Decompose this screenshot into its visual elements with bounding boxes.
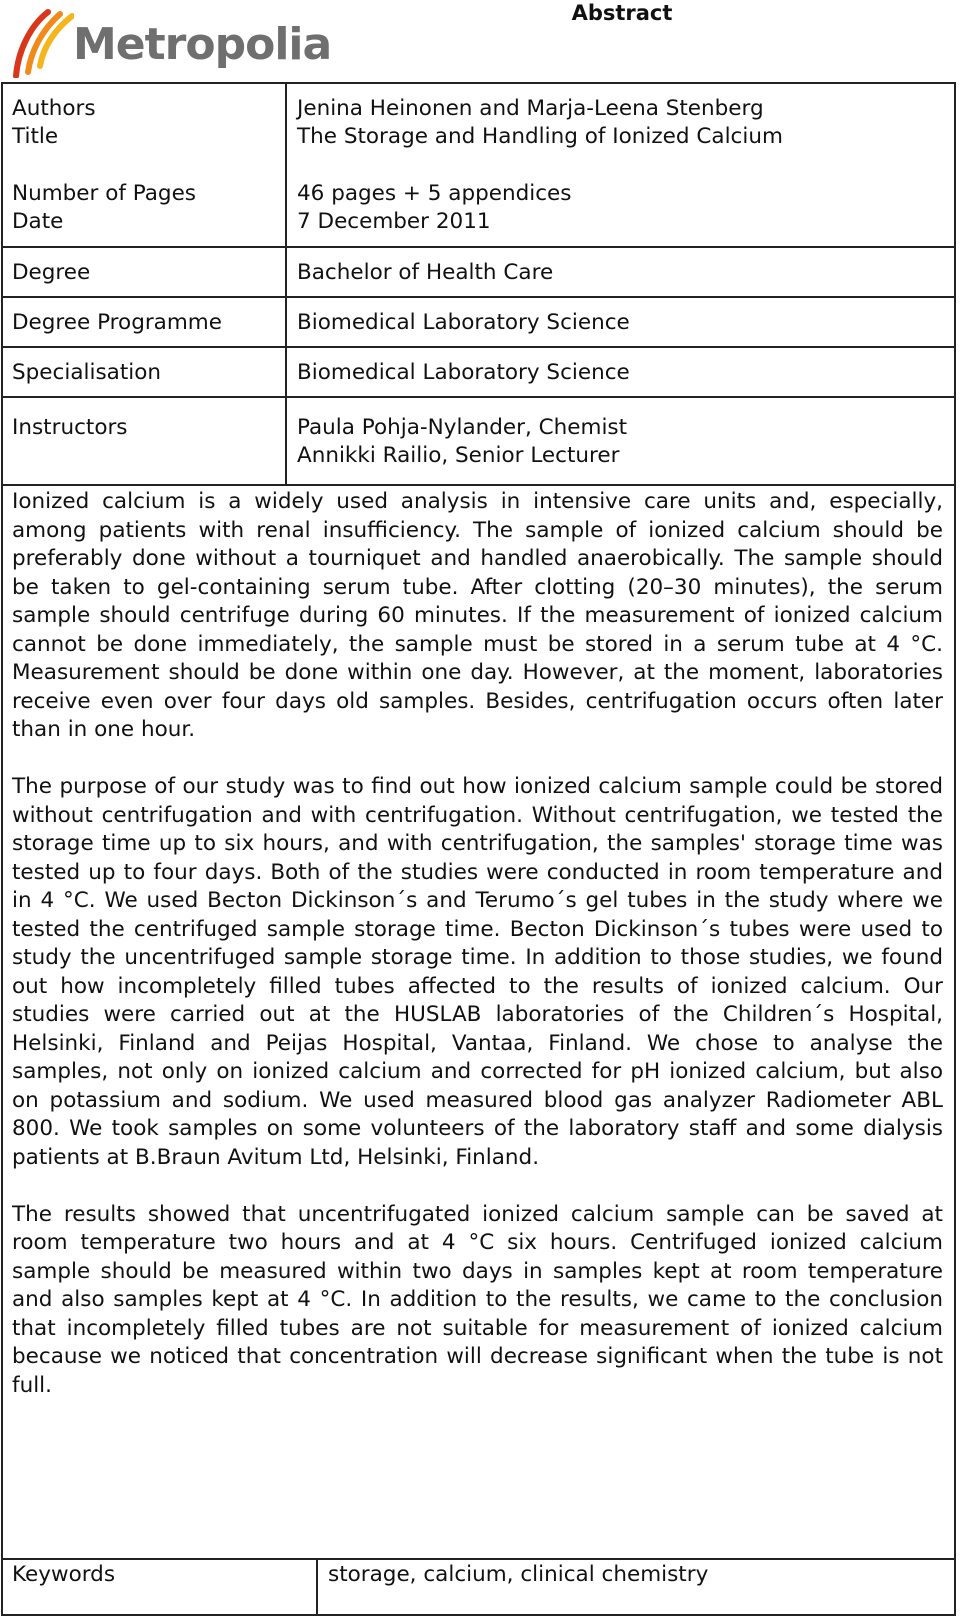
abstract-paragraph: The results showed that uncentrifugated ionized calcium sample can be saved at room temperature two hours and at 4 °C six hours. Centrifuged ionized calcium sample should be measured within two days in samples kept at room temperature and also samples kept at 4 °C. In addition to the results, we came to the conclusion that incompletely filled tubes are not suitable for measurement of ionized calcium because we noticed that concentration will decrease significant when the tube is not full. xyxy=(12,1201,943,1398)
instructor-line: Paula Pohja-Nylander, Chemist xyxy=(297,415,628,440)
abstract-body xyxy=(12,488,943,1429)
date-label: Date xyxy=(12,209,64,234)
page-title: Abstract xyxy=(571,1,673,25)
logo-wordmark: Metropolia xyxy=(73,19,332,70)
pages-value: 46 pages + 5 appendices xyxy=(297,181,572,206)
divider-before-keywords xyxy=(1,1558,956,1560)
divider-after-date xyxy=(1,246,956,248)
keywords-label: Keywords xyxy=(12,1562,116,1587)
programme-value: Biomedical Laboratory Science xyxy=(297,310,630,335)
divider-after-specialisation xyxy=(1,396,956,398)
programme-label: Degree Programme xyxy=(12,310,222,335)
instructors-label: Instructors xyxy=(12,415,128,440)
keywords-value: storage, calcium, clinical chemistry xyxy=(328,1562,709,1587)
specialisation-label: Specialisation xyxy=(12,360,161,385)
abstract-paragraph: Ionized calcium is a widely used analysis in intensive care units and, especially, among patients with renal insufficiency. The sample of ionized calcium should be preferably done without a tourniquet and handled anaerobically. The sample should be taken to gel-containing serum tube. After clotting (20–30 minutes), the serum sample should centrifuge during 60 minutes. If the measurement of ionized calcium cannot be done immediately, the sample must be stored in a serum tube at 4 °C. Measurement should be done within one day. However, at the moment, laboratories receive even over four days old samples. Besides, centrifugation occurs often later than in one hour. xyxy=(12,489,943,742)
specialisation-value: Biomedical Laboratory Science xyxy=(297,360,630,385)
authors-value: Jenina Heinonen and Marja-Leena Stenberg xyxy=(297,96,764,121)
abstract-paragraph: The purpose of our study was to find out how ionized calcium sample could be stored without centrifugation and with centrifugation. Without centrifugation, we tested the storage time up to six hours, and with centrifugation, the samples' storage time was tested up to four days. Both of the studies were conducted in room temperature and in 4 °C. We used Becton Dickinson´s and Terumo´s gel tubes in the study where we tested the centrifuged sample storage time. Becton Dickinson´s tubes were used to study the uncentrifuged sample storage time. In addition to those studies, we found out how incompletely filled tubes affected to the results of ionized calcium. Our studies were carried out at the HUSLAB laboratories of the Children´s Hospital, Helsinki, Finland and Peijas Hospital, Vantaa, Finland. We chose to analyse the samples, not only on ionized calcium and corrected for pH ionized calcium, but also on potassium and sodium. We used measured blood gas analyzer Radiometer ABL 800. We took samples on some volunteers of the laboratory staff and some dialysis patients at B.Braun Avitum Ltd, Helsinki, Finland. xyxy=(12,774,943,1170)
authors-label: Authors xyxy=(12,96,96,121)
page-header xyxy=(0,0,960,82)
info-column-divider xyxy=(285,82,287,485)
instructor-line: Annikki Railio, Senior Lecturer xyxy=(297,443,620,468)
degree-value: Bachelor of Health Care xyxy=(297,260,554,285)
date-value: 7 December 2011 xyxy=(297,209,491,234)
title-label: Title xyxy=(12,124,59,149)
metropolia-logo xyxy=(12,6,332,78)
title-value: The Storage and Handling of Ionized Calcium xyxy=(297,124,783,149)
divider-after-degree xyxy=(1,296,956,298)
degree-label: Degree xyxy=(12,260,91,285)
logo-stripes-icon xyxy=(12,6,74,78)
keywords-column-divider xyxy=(316,1558,318,1616)
divider-after-programme xyxy=(1,346,956,348)
divider-after-instructors xyxy=(1,484,956,486)
pages-label: Number of Pages xyxy=(12,181,197,206)
